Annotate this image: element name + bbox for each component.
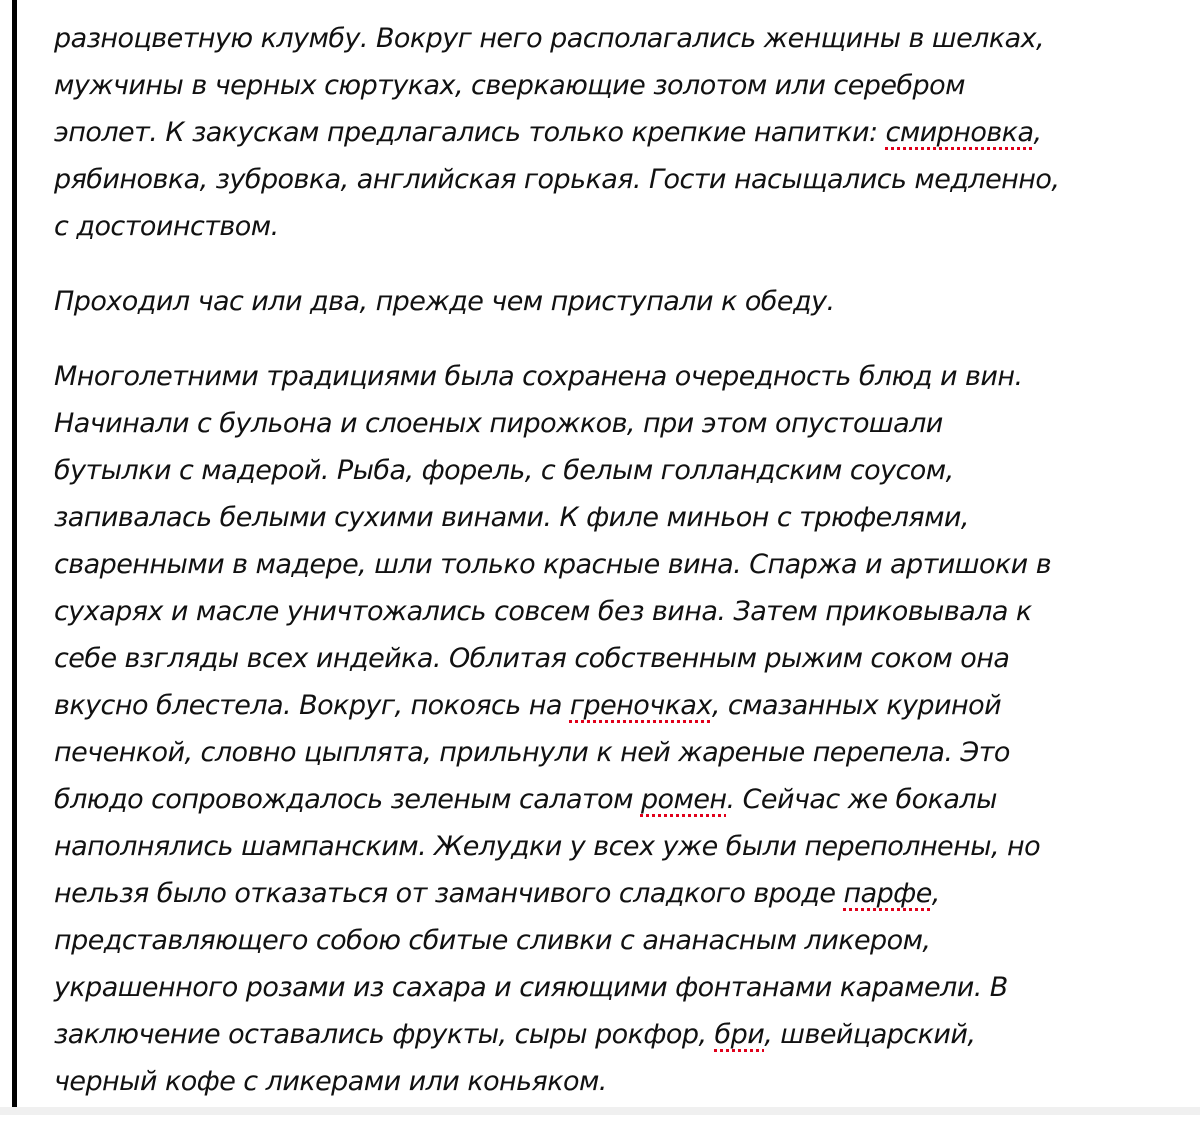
text-run: нельзя было отказаться от заманчивого сладкого вроде	[54, 878, 844, 909]
text-run: печенкой, словно цыплята, прильнули к ней жареные перепела. Это	[54, 737, 1010, 768]
text-run: , швейцарский,	[764, 1019, 976, 1050]
paragraph-1[interactable]	[54, 15, 1174, 250]
text-run: Начинали с бульона и слоеных пирожков, при этом опустошали	[54, 408, 943, 439]
paragraph-2[interactable]	[54, 278, 1174, 325]
text-run: эполет. К закускам предлагались только крепкие напитки:	[54, 117, 886, 148]
text-line	[54, 729, 1174, 776]
quote-text	[54, 15, 1174, 1133]
text-run: себе взгляды всех индейка. Облитая собственным рыжим соком она	[54, 643, 1010, 674]
text-run: украшенного розами из сахара и сияющими фонтанами карамели. В	[54, 972, 1008, 1003]
text-run: , смазанных куриной	[711, 690, 1002, 721]
text-run: . Сейчас же бокалы	[726, 784, 997, 815]
text-line	[54, 870, 1174, 917]
text-run: ,	[1033, 117, 1042, 148]
text-line	[54, 964, 1174, 1011]
text-run: Проходил час или два, прежде чем приступали к обеду.	[54, 286, 835, 317]
text-line	[54, 635, 1174, 682]
text-line	[54, 1011, 1174, 1058]
text-line	[54, 541, 1174, 588]
text-run: блюдо сопровождалось зеленым салатом	[54, 784, 641, 815]
paragraph-3[interactable]	[54, 353, 1174, 1105]
text-run: черный кофе с ликерами или коньяком.	[54, 1066, 607, 1097]
text-run: Многолетними традициями была сохранена очередность блюд и вин.	[54, 361, 1023, 392]
text-line	[54, 494, 1174, 541]
misspelled-word[interactable]: бри	[714, 1019, 765, 1050]
text-line	[54, 447, 1174, 494]
text-run: сухарях и масле уничтожались совсем без вина. Затем приковывала к	[54, 596, 1032, 627]
misspelled-word[interactable]: парфе	[843, 878, 932, 909]
text-run: ,	[931, 878, 940, 909]
misspelled-word[interactable]: греночках	[569, 690, 712, 721]
misspelled-word[interactable]: смирновка	[885, 117, 1034, 148]
scroll-edge	[0, 1107, 1200, 1115]
text-run: представляющего собою сбитые сливки с ананасным ликером,	[54, 925, 931, 956]
text-run: наполнялись шампанским. Желудки у всех уже были переполнены, но	[54, 831, 1041, 862]
quote-bar	[12, 0, 17, 1115]
text-line	[54, 823, 1174, 870]
text-run: сваренными в мадере, шли только красные вина. Спаржа и артишоки в	[54, 549, 1052, 580]
text-line	[54, 278, 1174, 325]
text-run: мужчины в черных сюртуках, сверкающие золотом или серебром	[54, 70, 965, 101]
text-run: разноцветную клумбу. Вокруг него располагались женщины в шелках,	[54, 23, 1045, 54]
text-line	[54, 203, 1174, 250]
text-line	[54, 15, 1174, 62]
text-line	[54, 1058, 1174, 1105]
text-run: с достоинством.	[54, 211, 279, 242]
text-line	[54, 917, 1174, 964]
text-run: рябиновка, зубровка, английская горькая. Гости насыщались медленно,	[54, 164, 1060, 195]
text-run: заключение оставались фрукты, сыры рокфор,	[54, 1019, 715, 1050]
misspelled-word[interactable]: ромен	[640, 784, 727, 815]
text-line	[54, 682, 1174, 729]
text-run: бутылки с мадерой. Рыба, форель, с белым голландским соусом,	[54, 455, 954, 486]
text-line	[54, 588, 1174, 635]
text-line	[54, 353, 1174, 400]
text-line	[54, 62, 1174, 109]
text-line	[54, 109, 1174, 156]
text-line	[54, 156, 1174, 203]
text-run: запивалась белыми сухими винами. К филе миньон с трюфелями,	[54, 502, 969, 533]
text-line	[54, 776, 1174, 823]
text-run: вкусно блестела. Вокруг, покоясь на	[54, 690, 570, 721]
text-line	[54, 400, 1174, 447]
